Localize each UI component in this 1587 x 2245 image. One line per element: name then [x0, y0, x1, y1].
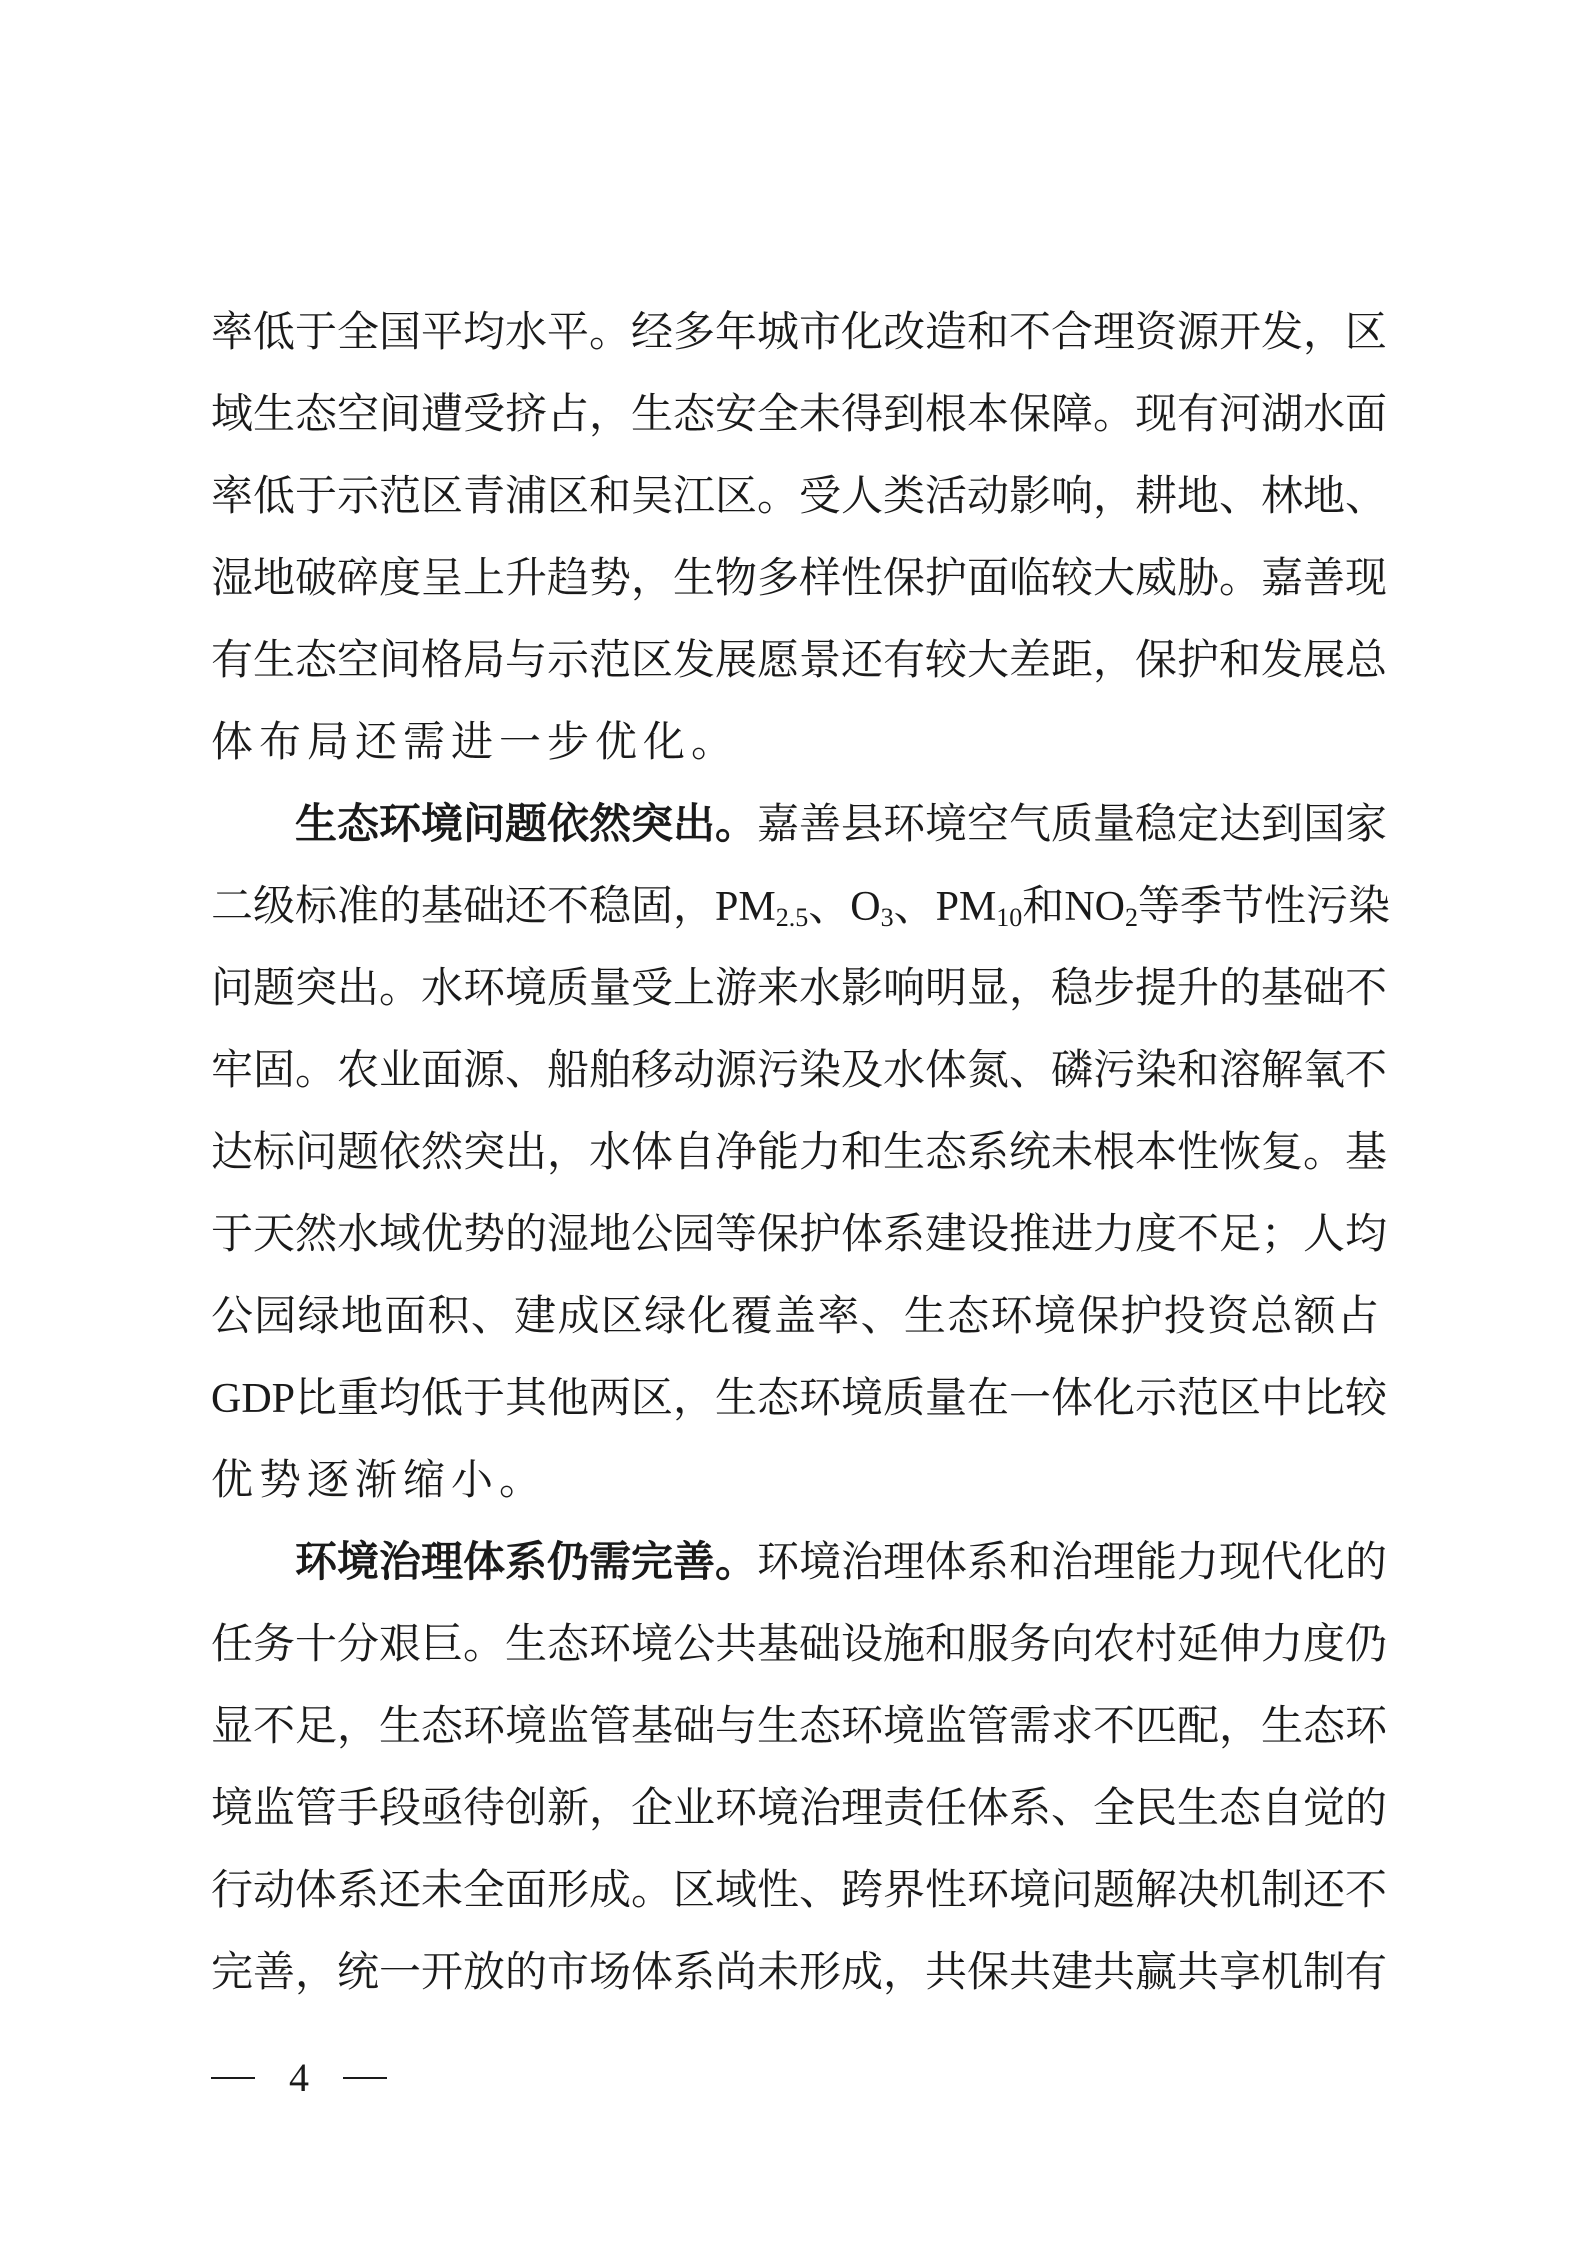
- gdp-term: GDP: [211, 1376, 296, 1422]
- text-line: 湿地破碎度呈上升趋势，生物多样性保护面临较大威胁。嘉善现: [211, 553, 1388, 602]
- text-line: 达标问题依然突出，水体自净能力和生态系统未根本性恢复。基: [211, 1127, 1388, 1176]
- chem-subscript: 10: [996, 903, 1023, 932]
- text-segment: 环境治理体系和治理能力现代化的: [757, 1537, 1388, 1586]
- text-segment: 等季节性污染: [1137, 881, 1390, 930]
- text-line: 任务十分艰巨。生态环境公共基础设施和服务向农村延伸力度仍: [211, 1619, 1388, 1668]
- text-line: 优势逐渐缩小。: [211, 1455, 548, 1504]
- page-footer: [211, 2048, 387, 2108]
- text-line: 行动体系还未全面形成。区域性、跨界性环境问题解决机制还不: [211, 1865, 1388, 1914]
- paragraph-heading: 生态环境问题依然突出。: [295, 799, 758, 848]
- document-body: [211, 291, 1390, 2013]
- text-line-gdp: [211, 1357, 1388, 1439]
- text-line: 率低于示范区青浦区和吴江区。受人类活动影响，耕地、林地、: [211, 471, 1388, 520]
- text-segment: 、: [893, 881, 936, 930]
- chem-symbol: PM: [715, 884, 776, 930]
- text-line: [211, 1521, 1388, 1603]
- paragraph-heading: 环境治理体系仍需完善。: [295, 1537, 758, 1586]
- text-line: 公园绿地面积、建成区绿化覆盖率、生态环境保护投资总额占: [211, 1291, 1379, 1340]
- chem-symbol: PM: [935, 884, 997, 930]
- chem-subscript: 3: [880, 903, 894, 932]
- page-number: 4: [289, 2055, 309, 2100]
- paragraph-ecological-space: [211, 291, 1388, 783]
- pollutant-o3: [850, 884, 893, 930]
- pollutant-no2: [1064, 884, 1138, 930]
- text-line: 境监管手段亟待创新，企业环境治理责任体系、全民生态自觉的: [211, 1783, 1388, 1832]
- pollutant-pm10: [936, 884, 1023, 930]
- chem-subscript: 2.5: [775, 903, 809, 932]
- text-segment: 、: [808, 881, 851, 930]
- text-line: 于天然水域优势的湿地公园等保护体系建设推进力度不足；人均: [211, 1209, 1388, 1258]
- chem-symbol: O: [850, 884, 881, 930]
- text-line: [211, 783, 1388, 865]
- text-line-pollutants: [211, 865, 1390, 947]
- text-line: 问题突出。水环境质量受上游来水影响明显，稳步提升的基础不: [211, 963, 1388, 1012]
- text-segment: 比重均低于其他两区，生态环境质量在一体化示范区中比较: [295, 1373, 1388, 1422]
- pollutant-pm25: [715, 884, 808, 930]
- paragraph-governance-system: [211, 1521, 1388, 2013]
- text-segment: 嘉善县环境空气质量稳定达到国家: [757, 799, 1388, 848]
- text-line: 率低于全国平均水平。经多年城市化改造和不合理资源开发，区: [211, 307, 1388, 356]
- text-segment: 二级标准的基础还不稳固，: [211, 881, 716, 930]
- paragraph-environmental-problems: [211, 783, 1390, 1521]
- text-line: 牢固。农业面源、船舶移动源污染及水体氮、磷污染和溶解氧不: [211, 1045, 1388, 1094]
- footer-dash-left: [211, 2077, 255, 2079]
- text-line: 有生态空间格局与示范区发展愿景还有较大差距，保护和发展总: [211, 635, 1388, 684]
- chem-subscript: 2: [1124, 903, 1138, 932]
- text-line: 完善，统一开放的市场体系尚未形成，共保共建共赢共享机制有: [211, 1947, 1388, 1996]
- text-line: 体布局还需进一步优化。: [211, 717, 740, 766]
- text-line: 显不足，生态环境监管基础与生态环境监管需求不匹配，生态环: [211, 1701, 1388, 1750]
- text-segment: 和: [1022, 881, 1065, 930]
- footer-dash-right: [343, 2077, 387, 2079]
- text-line: 域生态空间遭受挤占，生态安全未得到根本保障。现有河湖水面: [211, 389, 1388, 438]
- chem-symbol: NO: [1064, 884, 1125, 930]
